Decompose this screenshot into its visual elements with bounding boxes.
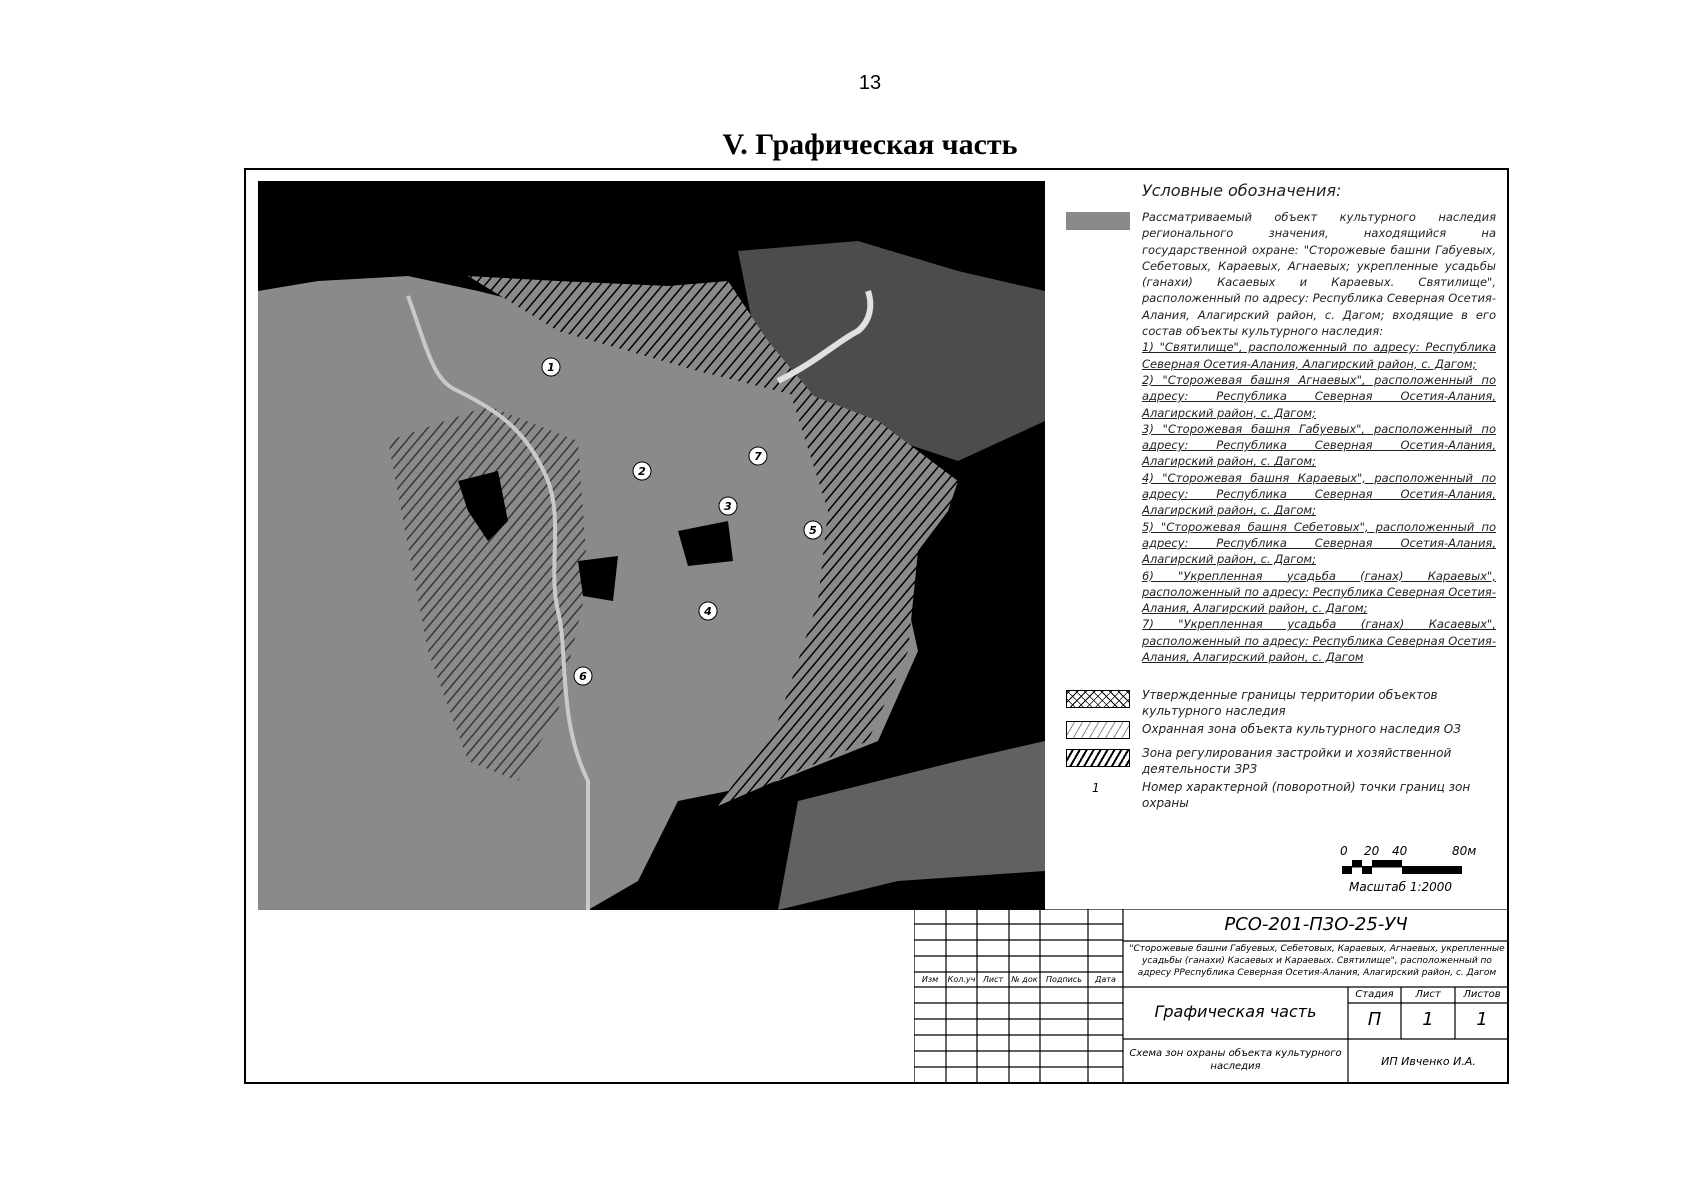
legend-object-item: 5) "Сторожевая башня Себетовых", расположенный по адресу: Республика Северная Осетия-Алания, Алагирский район, с. Дагом; — [1142, 519, 1496, 567]
legend-oz-text: Охранная зона объекта культурного наследия ОЗ — [1142, 722, 1461, 736]
legend-object-item: 1) "Святилище", расположенный по адресу: Республика Северная Осетия-Алания, Алагирский район, с. Дагом; — [1142, 340, 1496, 371]
page-number: 13 — [858, 72, 882, 94]
scale-tick: 0 — [1340, 844, 1348, 858]
sheet-value: 1 — [1422, 1009, 1434, 1030]
legend-zrz-text: Зона регулирования застройки и хозяйственной деятельности ЗРЗ — [1142, 746, 1452, 776]
legend — [1062, 181, 1502, 910]
legend-territory-text: Утвержденные границы территории объектов культурного наследия — [1142, 688, 1438, 718]
object-description: "Сторожевые башни Габуевых, Себетовых, Караевых, Агнаевых, укрепленные усадьбы (ганахи) Касаевых и Караевых. Святилище", расположенный по адресу РРеспублика Северная Осетия-Алания, Алагирский район, с. Дагом — [1129, 944, 1505, 978]
marker-label: 6 — [579, 670, 587, 683]
legend-object-swatch — [1066, 212, 1130, 230]
terrain-lower-right — [778, 741, 1045, 910]
scale-bar — [1342, 860, 1472, 874]
legend-object-item: 7) "Укрепленная усадьба (ганах) Касаевых", расположенный по адресу: Республика Северная Осетия-Алания, Алагирский район, с. Дагом — [1142, 617, 1496, 665]
scale-caption: Масштаб 1:2000 — [1349, 880, 1453, 894]
marker-label: 2 — [638, 465, 646, 478]
marker-label: 3 — [724, 500, 732, 513]
legend-object-intro: Рассматриваемый объект культурного наследия регионального значения, находящийся на государственной охране: — [1142, 210, 1496, 257]
dark-patch — [578, 556, 618, 601]
col-list: Лист — [982, 975, 1004, 984]
legend-point-symbol: 1 — [1092, 781, 1100, 795]
stage-value: П — [1367, 1009, 1382, 1030]
author: ИП Ивченко И.А. — [1381, 1055, 1476, 1068]
col-date: Дата — [1095, 975, 1116, 984]
sheets-value: 1 — [1476, 1009, 1488, 1030]
col-izm: Изм — [921, 975, 939, 984]
legend-oz-swatch — [1066, 721, 1130, 739]
scheme-title: Схема зон охраны объекта культурного наследия — [1129, 1048, 1342, 1072]
legend-object-item: 4) "Сторожевая башня Караевых", расположенный по адресу: Республика Северная Осетия-Алания, Алагирский район, с. Дагом; — [1142, 470, 1496, 518]
document-code: РСО-201-П3О-25-УЧ — [1224, 914, 1408, 935]
sheet-label: Лист — [1415, 989, 1441, 1000]
marker-label: 1 — [547, 361, 555, 374]
legend-territory-swatch — [1066, 690, 1130, 708]
sheets-label: Листов — [1463, 989, 1501, 1000]
legend-object-name: "Сторожевые башни Габуевых, Себетовых, Караевых, Агнаевых; укрепленные усадьбы (ганахи) Касаевых и Караевых. Святилище", расположенный по адресу: Республика Северная Осетия-Алания, Алагирский район, с. Дагом; входящие в его состав объекты культурного наследия: — [1142, 242, 1496, 339]
stage-label: Стадия — [1355, 989, 1394, 1000]
legend-object-item: 6) "Укрепленная усадьба (ганах) Караевых", расположенный по адресу: Республика Северная Осетия-Алания, Алагирский район, с. Дагом; — [1142, 568, 1496, 616]
section-heading: V. Графическая часть — [722, 128, 1018, 161]
scale-tick: 40 — [1392, 844, 1408, 858]
col-signature: Подпись — [1046, 975, 1082, 984]
legend-point-text: Номер характерной (поворотной) точки границ зон охраны — [1142, 780, 1471, 810]
col-ndoc: № док — [1011, 975, 1038, 984]
legend-zrz-swatch — [1066, 749, 1130, 767]
marker-label: 4 — [704, 605, 712, 618]
site-map — [258, 181, 1045, 910]
legend-title: Условные обозначения: — [1142, 181, 1342, 200]
title-block — [914, 909, 1509, 1084]
legend-object-item: 3) "Сторожевая башня Габуевых", расположенный по адресу: Республика Северная Осетия-Алания, Алагирский район, с. Дагом; — [1142, 421, 1496, 469]
col-koluch: Кол.уч — [947, 975, 976, 984]
scale-tick: 20 — [1364, 844, 1380, 858]
scale-tick: 80м — [1452, 844, 1477, 858]
legend-object-item: 2) "Сторожевая башня Агнаевых", расположенный по адресу: Республика Северная Осетия-Алания, Алагирский район, с. Дагом; — [1142, 372, 1496, 420]
marker-label: 5 — [809, 524, 817, 537]
legend-object-text — [1142, 209, 1496, 665]
part-title: Графическая часть — [1154, 1002, 1317, 1021]
marker-label: 7 — [754, 450, 762, 463]
